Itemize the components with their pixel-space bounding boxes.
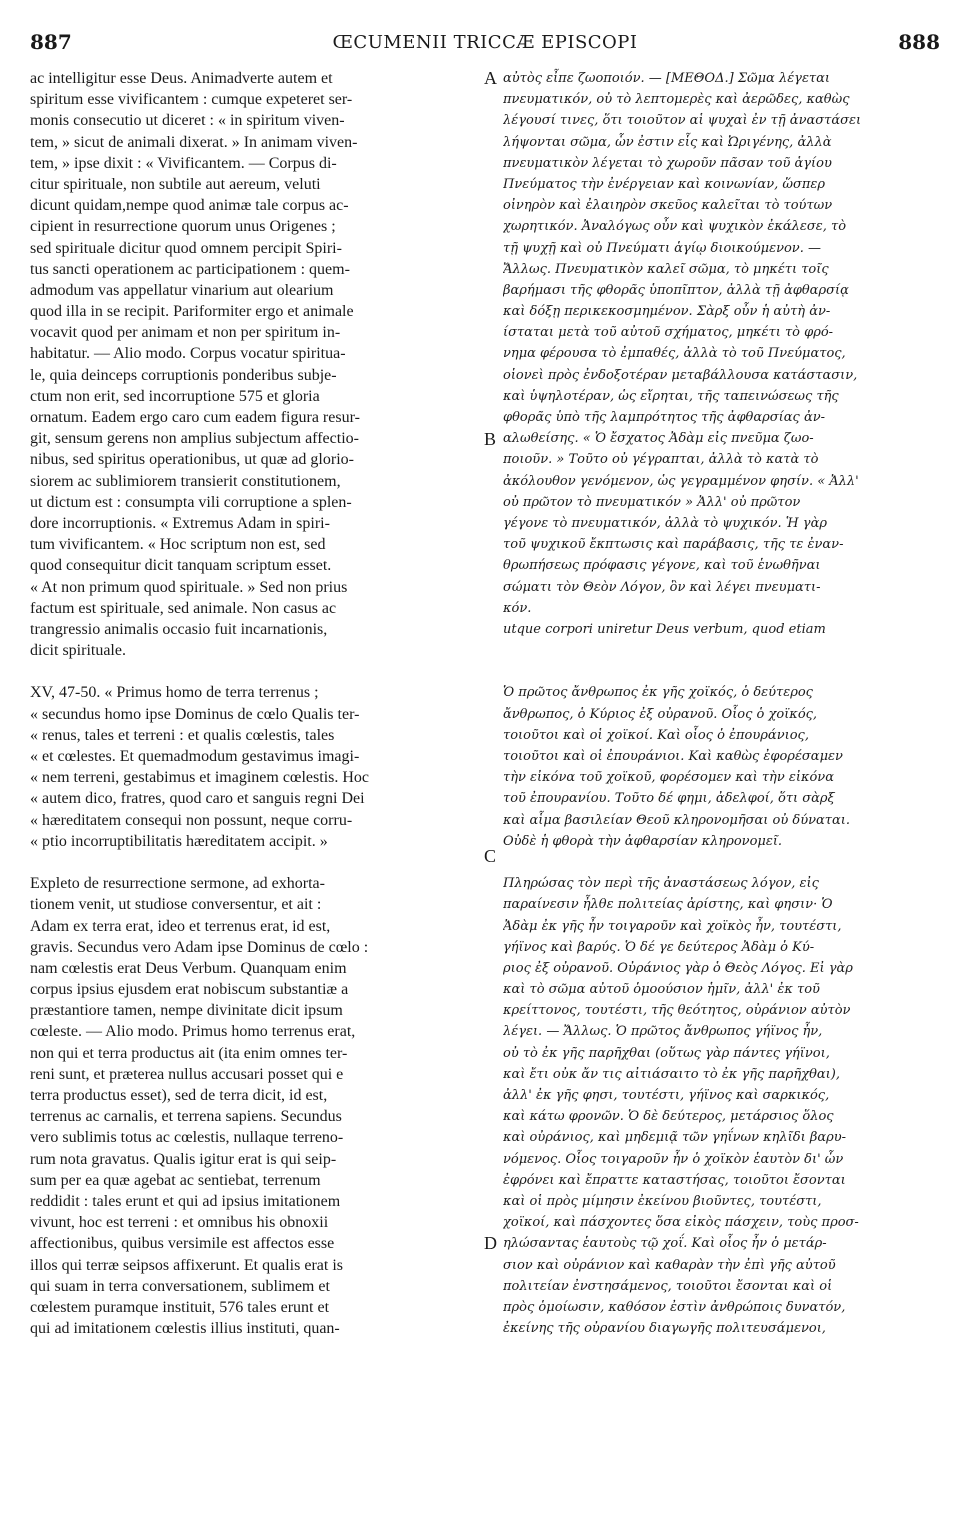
text-line: quod illa in se recipit. Pariformiter ergo et animale: [30, 303, 354, 321]
text-line: tum vivificantem. « Hoc scriptum non est, sed: [30, 536, 326, 554]
text-line: [30, 661, 485, 682]
text-line: « hæreditatem consequi non possunt, neque corru-: [30, 811, 353, 829]
text-line: non qui et terra productus ait (ita enim omnes ter-: [30, 1044, 348, 1062]
text-line: τῇ ψυχῇ καὶ οὐ Πνεύματι ἁγίῳ διοικούμενον. —: [503, 240, 821, 256]
text-line: « At non primum quod spirituale. » Sed non prius: [30, 578, 348, 596]
text-line: ctum non erit, sed incorruptione 575 et gloria: [30, 387, 320, 405]
text-line: χοϊκοί, καὶ πάσχοντες ὅσα εἰκὸς πάσχειν, τοὺς προσ-: [503, 1215, 859, 1231]
text-line: le, quia deinceps corruptionis ponderibus subje-: [30, 366, 337, 384]
text-line: Ἀδὰμ ἐκ γῆς ἦν τοιγαροῦν καὶ χοϊκὸς ἦν, τουτέστι,: [503, 918, 842, 934]
text-line: καὶ τὸ σῶμα αὐτοῦ ὁμοούσιον ἡμῖν, ἀλλ' ἐκ τοῦ: [503, 982, 820, 998]
text-line: qui ad imitationem cœlestis illius instituti, quan-: [30, 1320, 340, 1338]
text-line: τοιοῦτοι καὶ οἱ ἐπουράνιοι. Καὶ καθὼς ἐφορέσαμεν: [503, 749, 843, 764]
text-line: corpus ipsius ejusdem erat nobiscum substantiæ a: [30, 981, 349, 999]
text-line: λέγουσί τινες, ὅτι τοιοῦτον αἱ ψυχαὶ ἐν τῇ ἀναστάσει: [503, 113, 862, 129]
text-line: πρὸς ὁμοίωσιν, καθόσον ἐστὶν ἀνθρώποις δυνατόν,: [503, 1299, 846, 1315]
text-line: citur spirituale, non subtile aut aereum, veluti: [30, 175, 321, 193]
text-line: βαρήμασι τῆς φθορᾶς ὑποπῖπτον, ἀλλὰ τῇ ἀφθαρσίᾳ: [503, 282, 849, 298]
text-line: cœleste. — Alio modo. Primus homo terrenus erat,: [30, 1023, 356, 1041]
text-line: τοῦ ψυχικοῦ ἔκπτωσις καὶ παράβασις, τῆς τε ἐναν-: [503, 537, 844, 553]
latin-column: [30, 68, 485, 1339]
text-line: dore incorruptionis. « Extremus Adam in spiri-: [30, 514, 330, 532]
text-line: cipient in resurrectione quorum unus Origenes ;: [30, 218, 336, 236]
text-line: « ptio incorruptibilitatis hæreditatem accipit. »: [30, 832, 328, 850]
text-line: νημα φέρουσα τὸ ἐμπαθές, ἀλλὰ τὸ τοῦ Πνεύματος,: [503, 346, 846, 362]
text-line: factum est spirituale, sed animale. Non casus ac: [30, 599, 337, 617]
text-line: affectionibus, quibus versimile est affectos esse: [30, 1235, 335, 1253]
text-line: σώματι τὸν Θεὸν Λόγον, ὃν καὶ λέγει πνευματι-: [503, 579, 821, 595]
text-line: καὶ ὑψηλοτέραν, ὡς εἴρηται, τῆς ταπεινώσεως τῆς: [503, 388, 839, 404]
text-line: καὶ δόξῃ περικεκοσμημένον. Σὰρξ οὖν ἡ αὐτὴ ἀν-: [503, 304, 831, 320]
text-line: λήψονται σῶμα, ὧν ἐστιν εἷς καὶ Ὠριγένης, ἀλλὰ: [503, 134, 832, 150]
text-line: καὶ ἔτι οὐκ ἄν τις αἰτιάσαιτο τὸ ἐκ γῆς παρῆχθαι),: [503, 1066, 840, 1082]
text-line: νόμενος. Οἷος τοιγαροῦν ἦν ὁ χοϊκὸν ἑαυτὸν δι' ὧν: [503, 1151, 844, 1167]
text-line: [503, 852, 943, 873]
page-number-left: 887: [30, 30, 72, 54]
text-line: Ἄλλως. Πνευματικὸν καλεῖ σῶμα, τὸ μηκέτι τοῖς: [503, 261, 829, 277]
text-line: nam cœlestis erat Deus Verbum. Quanquam enim: [30, 959, 347, 977]
text-line: habitatur. — Alio modo. Corpus vocatur spiritua-: [30, 345, 346, 363]
text-line: Ὁ πρῶτος ἄνθρωπος ἐκ γῆς χοϊκός, ὁ δεύτερος: [503, 685, 813, 701]
text-line: αλωθείσης. « Ὁ ἔσχατος Ἀδὰμ εἰς πνεῦμα ζωο-: [503, 431, 814, 447]
text-line: ἀλλ' ἐκ γῆς φησι, τουτέστι, γήϊνος καὶ σαρκικός,: [503, 1088, 830, 1103]
text-line: κρείττονος, τουτέστι, τῆς θεότητος, οὐράνιον αὐτὸν: [503, 1003, 851, 1019]
text-line: φθορᾶς ὑπὸ τῆς λαμπρότητος τῆς ἀφθαρσίας ἀν-: [503, 410, 826, 425]
text-line: illos qui terræ seipsos affixerunt. Et qualis erat is: [30, 1256, 343, 1274]
text-line: θρωπήσεως πρόφασις γέγονε, καὶ τοῦ ἑνωθῆναι: [503, 558, 821, 574]
text-line: οὐ τὸ ἐκ γῆς παρῆχθαι (οὕτως γὰρ πάντες γήϊνοι,: [503, 1045, 830, 1061]
text-line: καὶ κάτω φρονῶν. Ὁ δὲ δεύτερος, μετάρσιος ὅλος: [503, 1109, 834, 1125]
text-line: ornatum. Eadem ergo caro cum eadem figura resur-: [30, 409, 360, 426]
text-line: rum nota gravatus. Qualis igitur erat is qui seip-: [30, 1150, 337, 1168]
text-line: tus sancti operationem ac participationem : quem-: [30, 260, 350, 278]
text-line: παραίνεσιν ἦλθε πολιτείας ἀρίστης, καὶ φησιν· Ὁ: [503, 897, 833, 913]
text-line: οἱονεὶ πρὸς ἐνδοξοτέραν μεταβάλλουσα κατάστασιν,: [503, 367, 858, 383]
text-line: γέγονε τὸ πνευματικόν, ἀλλὰ τὸ ψυχικόν. Ἡ γὰρ: [503, 515, 827, 531]
text-line: τὴν εἰκόνα τοῦ χοϊκοῦ, φορέσομεν καὶ τὴν εἰκόνα: [503, 770, 834, 786]
text-line: ut dictum est : consumpta vili corruptione a splen-: [30, 493, 352, 511]
text-line: χωρητικόν. Ἀναλόγως οὖν καὶ ψυχικὸν ἐκάλεσε, τὸ: [503, 219, 847, 235]
text-line: quod consequitur dicit tanquam scriptum esset.: [30, 557, 332, 575]
text-line: ἀκόλουθον γενόμενον, ὡς γεγραμμένον φησίν. « Ἀλλ': [503, 473, 859, 489]
text-line: ac intelligitur esse Deus. Animadverte autem et: [30, 70, 333, 87]
text-line: sum per ea quæ agebat ac sentiebat, terrenum: [30, 1171, 321, 1189]
section-marker: A: [484, 68, 497, 88]
text-line: reni sunt, et præterea nullus accusari posset qui e: [30, 1065, 344, 1083]
text-line: ηλώσαντας ἑαυτοὺς τῷ χοΐ. Καὶ οἷος ἦν ὁ μετάρ-: [503, 1236, 827, 1252]
text-line: « autem dico, fratres, quod caro et sanguis regni Dei: [30, 790, 365, 808]
text-line: dicit spirituale.: [30, 642, 126, 660]
text-line: « et cœlestes. Et quemadmodum gestavimus imagi-: [30, 748, 360, 765]
text-line: cœlestem puramque instituit, 576 tales erunt et: [30, 1298, 330, 1316]
text-line: dicunt quidam,nempe quod animæ tale corpus ac-: [30, 197, 349, 215]
text-line: XV, 47-50. « Primus homo de terra terrenus ;: [30, 684, 319, 702]
text-line: tem, » sicut de animali dixerat. » In animam viven-: [30, 133, 358, 151]
text-line: terra productus esset), sed de terra dicit, id est,: [30, 1087, 328, 1104]
text-line: ποιοῦν. » Τοῦτο οὐ γέγραπται, ἀλλὰ τὸ κατὰ τὸ: [503, 452, 819, 468]
text-line: πνευματικόν, οὐ τὸ λεπτομερὲς καὶ ἀερῶδες, καθὼς: [503, 92, 850, 108]
text-line: « secundus homo ipse Dominus de cœlo Qualis ter-: [30, 705, 360, 723]
text-line: « nem terreni, gestabimus et imaginem cœlestis. Hoc: [30, 769, 370, 787]
text-line: τοῦ ἐπουρανίου. Τοῦτο δέ φημι, ἀδελφοί, ὅτι σὰρξ: [503, 791, 835, 807]
text-line: gravis. Secundus vero Adam ipse Dominus de cœlo :: [30, 938, 369, 956]
text-line: οὐ πρῶτον τὸ πνευματικόν » Ἀλλ' οὐ πρῶτον: [503, 494, 801, 510]
text-line: Πνεύματος τὴν ἐνέργειαν καὶ κοινωνίαν, ὥσπερ: [503, 176, 826, 192]
text-line: καὶ αἷμα βασιλείαν Θεοῦ κληρονομῆσαι οὐ δύναται.: [503, 812, 851, 828]
text-line: Πληρώσας τὸν περὶ τῆς ἀναστάσεως λόγον, εἰς: [503, 876, 819, 892]
text-line: vero sublimis totus ac cœlestis, nullaque terreno-: [30, 1129, 344, 1147]
section-marker: C: [484, 846, 497, 866]
text-line: ἐκείνης τῆς οὐρανίου διαγωγῆς πολιτευσάμενοι,: [503, 1321, 826, 1337]
text-line: utque corpori uniretur Deus verbum, quod etiam: [503, 621, 826, 637]
running-title: ŒCUMENII TRICCÆ EPISCOPI: [332, 32, 638, 53]
text-line: πνευματικὸν λέγεται τὸ χωροῦν πᾶσαν τοῦ ἁγίου: [503, 155, 832, 171]
text-line: Adam ex terra erat, ideo et terrenus erat, id est,: [30, 917, 331, 935]
text-line: git, sensum gerens non amplius subjectum affectio-: [30, 430, 359, 448]
section-marker: D: [484, 1233, 497, 1253]
greek-column: [503, 68, 943, 1339]
text-line: admodum vas appellatur vinarium aut olearium: [30, 281, 334, 299]
text-line: vocavit quod per animam et non per spiritum in-: [30, 324, 341, 342]
text-line: πολιτείαν ἐνστησάμενος, τοιοῦτοι ἔσονται καὶ οἱ: [503, 1278, 833, 1294]
text-line: tionem venit, ut studiose conversentur, et ait :: [30, 896, 322, 914]
text-line: præstantiore tamen, nempe divinitate dicit ipsum: [30, 1002, 343, 1020]
text-line: ἄνθρωπος, ὁ Κύριος ἐξ οὐρανοῦ. Οἷος ὁ χοϊκός,: [503, 706, 818, 722]
text-line: ίσταται μετὰ τοῦ αὐτοῦ σχήματος, μηκέτι τὸ φρό-: [503, 325, 834, 341]
page-number-right: 888: [898, 30, 940, 54]
text-line: terrenus ac carnalis, et terrena sapiens. Secundus: [30, 1108, 342, 1126]
text-line: κόν.: [503, 600, 532, 616]
text-line: καὶ οἱ πρὸς μίμησιν ἐκείνου βιοῦντες, τουτέστι,: [503, 1193, 822, 1209]
text-line: spiritum esse vivificantem : cumque expeteret ser-: [30, 91, 353, 109]
text-line: οἰνηρὸν καὶ ἐλαιηρὸν σκεῦος καλεῖται τὸ τούτων: [503, 198, 833, 214]
text-line: sed spirituale dicitur quod omnem percipit Spiri-: [30, 239, 342, 257]
text-line: vivunt, hoc est terreni : et omnibus his obnoxii: [30, 1214, 329, 1232]
section-marker: B: [484, 429, 497, 449]
text-line: tem, » ipse dixit : « Vivificantem. — Corpus di-: [30, 154, 337, 172]
text-line: Οὐδὲ ἡ φθορὰ τὴν ἀφθαρσίαν κληρονομεῖ.: [503, 833, 783, 849]
text-line: γήϊνος καὶ βαρύς. Ὁ δέ γε δεύτερος Ἀδὰμ ὁ Κύ-: [503, 939, 815, 955]
text-line: Expleto de resurrectione sermone, ad exhorta-: [30, 875, 325, 893]
page-header: [30, 30, 940, 60]
text-line: siorem ac sublimiorem transierit constitutionem,: [30, 472, 341, 490]
text-line: αὐτὸς εἶπε ζωοποιόν. — [ΜΕΘΟΔ.] Σῶμα λέγεται: [503, 71, 830, 86]
text-line: τοιοῦτοι καὶ οἱ χοϊκοί. Καὶ οἷος ὁ ἐπουράνιος,: [503, 727, 809, 743]
text-line: [30, 852, 485, 873]
text-line: ἐφρόνει καὶ ἔπραττε καταστήσας, τοιοῦτοι ἔσονται: [503, 1172, 846, 1188]
text-line: monis consecutio ut diceret : « in spiritum viven-: [30, 112, 345, 130]
text-line: nibus, sed spiritus operationibus, ut quæ ad glorio-: [30, 451, 354, 469]
text-line: λέγει. — Ἄλλως. Ὁ πρῶτος ἄνθρωπος γήϊνος ἦν,: [503, 1024, 823, 1040]
text-line: σιον καὶ οὐράνιον καὶ καθαρὰν τὴν ἐπὶ γῆς αὐτοῦ: [503, 1257, 836, 1273]
text-line: καὶ οὐράνιος, καὶ μηδεμιᾷ τῶν γηΐνων κηλῖδι βαρυ-: [503, 1130, 847, 1146]
text-line: [503, 640, 943, 661]
text-line: « renus, tales et terreni : et qualis cœlestis, tales: [30, 726, 335, 744]
text-line: ριος ἐξ οὐρανοῦ. Οὐράνιος γὰρ ὁ Θεὸς Λόγος. Εἰ γὰρ: [503, 960, 853, 976]
text-line: [503, 661, 943, 682]
text-line: qui suam in terra conversationem, sublimem et: [30, 1277, 330, 1295]
text-line: reddidit : tales erunt et qui ad ipsius imitationem: [30, 1192, 341, 1210]
text-line: trangressio animalis occasio fuit incarnationis,: [30, 620, 328, 638]
